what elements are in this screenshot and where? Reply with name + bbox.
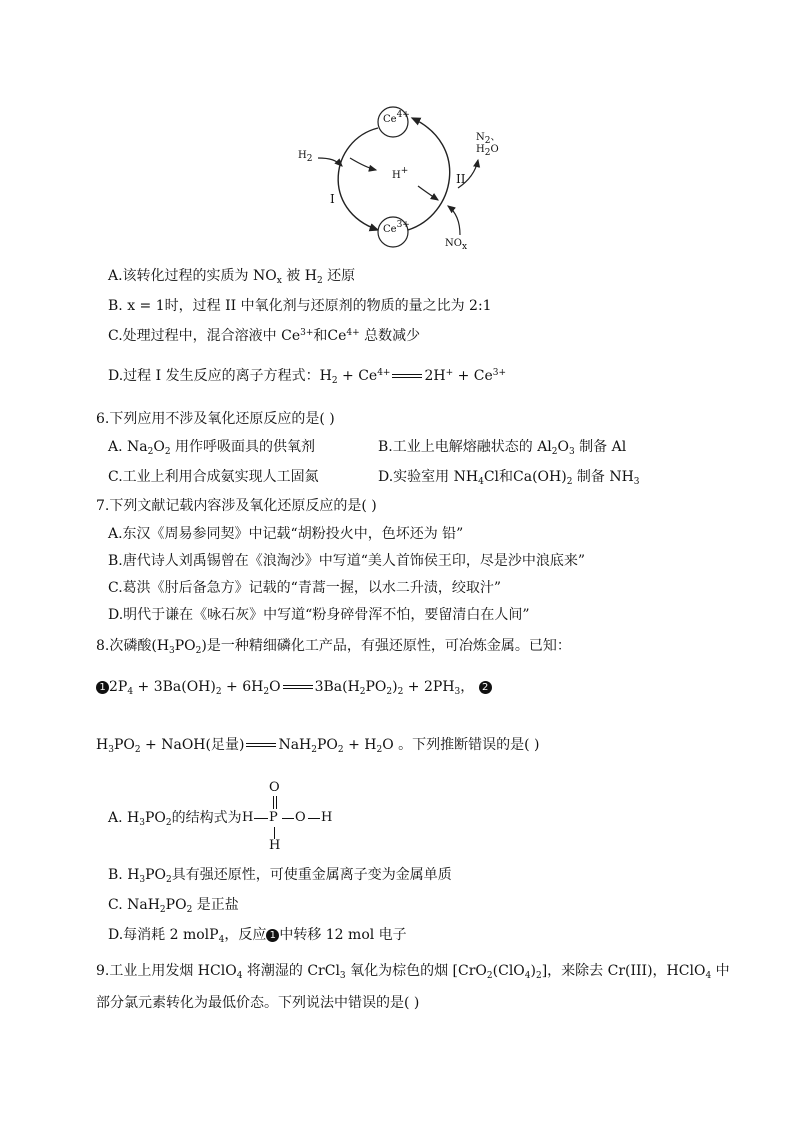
process-2-label: II bbox=[456, 172, 466, 186]
struct-hydrogen-right: H bbox=[321, 810, 333, 825]
q9-stem-line-2: 部分氯元素转化为最低价态。下列说法中错误的是( ) bbox=[96, 995, 420, 1011]
n2-h2o-label: $N_2$、 $H_2O$ bbox=[476, 132, 501, 158]
q6-stem: 6.下列应用不涉及氧化还原反应的是( ) bbox=[96, 411, 335, 427]
q8-option-a: A. $H_3PO_2$的结构式为 bbox=[108, 810, 242, 828]
q7-option-a: A.东汉《周易参同契》中记载“胡粉投火中，色坏还为 铅” bbox=[108, 526, 464, 542]
double-bond-line bbox=[273, 796, 275, 809]
q7-option-c: C.葛洪《肘后备急方》记载的“青蒿一握，以水二升渍，绞取汁” bbox=[108, 580, 501, 596]
equals-sign bbox=[283, 685, 313, 689]
double-bond-line-2 bbox=[276, 796, 278, 809]
bond-h-p bbox=[254, 818, 268, 819]
inner-arrow-2 bbox=[418, 186, 438, 200]
q6-option-d: D.实验室用 $NH_4Cl$和$Ca(OH)_2$ 制备 $NH_3$ bbox=[378, 469, 640, 487]
circled-number-1: 1 bbox=[96, 681, 109, 694]
struct-oxygen-top: O bbox=[269, 780, 280, 795]
arc-process-2 bbox=[408, 118, 450, 230]
q7-stem: 7.下列文献记载内容涉及氧化还原反应的是( ) bbox=[96, 498, 377, 514]
redox-cycle-diagram bbox=[290, 100, 520, 260]
struct-hydrogen-bottom: H bbox=[269, 838, 281, 853]
q6-option-b: B.工业上电解熔融状态的 $Al_2O_3$ 制备 Al bbox=[378, 439, 627, 457]
q5-option-a: A.该转化过程的实质为 $NO_x$ 被 $H_2$ 还原 bbox=[108, 268, 356, 286]
q8-option-c: C. $NaH_2PO_2$ 是正盐 bbox=[108, 897, 239, 915]
ce4-label: $Ce^{4+}$ bbox=[383, 110, 410, 125]
struct-oxygen-right: O bbox=[295, 810, 306, 825]
bond-o-h bbox=[308, 818, 320, 819]
q5-option-c: C.处理过程中，混合溶液中 $Ce^{3+}$和$Ce^{4+}$ 总数减少 bbox=[108, 328, 421, 344]
bond-p-o bbox=[282, 818, 294, 819]
q7-option-d: D.明代于谦在《咏石灰》中写道“粉身碎骨浑不怕，要留清白在人间” bbox=[108, 607, 530, 623]
q5-option-d: D.过程 I 发生反应的离子方程式：$H_2 + Ce^{4+}$ $2H^+ + Ce^{3+}$ bbox=[108, 368, 507, 386]
h2-label: $H_2$ bbox=[298, 150, 313, 164]
nox-arrow bbox=[448, 206, 460, 235]
q8-equation-2: $H_3PO_2$ + NaOH(足量) $NaH_2PO_2 + H_2O$ 。下列推断错误的是( ) bbox=[96, 737, 540, 755]
q8-option-d: D.每消耗 2 molP$_4$，反应 1 中转移 12 mol 电子 bbox=[108, 927, 407, 945]
struct-hydrogen-left: H bbox=[242, 810, 254, 825]
hplus-label: H+ bbox=[392, 166, 409, 181]
inner-arrow-1 bbox=[350, 158, 376, 170]
q5-option-b: B. x = 1时，过程 II 中氧化剂与还原剂的物质的量之比为 2:1 bbox=[108, 298, 492, 314]
q8-stem: 8.次磷酸$(H_3PO_2)$是一种精细磷化工产品，有强还原性，可冶炼金属。已知： bbox=[96, 638, 571, 656]
ce3-label: $Ce^{3+}$ bbox=[383, 220, 410, 235]
arc-process-1 bbox=[338, 128, 378, 230]
circled-number-1: 1 bbox=[266, 929, 279, 942]
process-1-label: I bbox=[330, 192, 335, 206]
q6-option-a: A. $Na_2O_2$ 用作呼吸面具的供氧剂 bbox=[108, 439, 316, 457]
nox-label: $NO_x$ bbox=[445, 238, 468, 252]
h3po2-structural-formula bbox=[240, 780, 340, 855]
equals-sign bbox=[392, 374, 422, 378]
equals-sign bbox=[246, 743, 276, 747]
h2-arrow bbox=[318, 158, 342, 166]
struct-phosphorus: P bbox=[269, 810, 278, 825]
q6-option-c: C.工业上利用合成氨实现人工固氮 bbox=[108, 469, 319, 485]
circled-number-2: 2 bbox=[479, 681, 492, 694]
q7-option-b: B.唐代诗人刘禹锡曾在《浪淘沙》中写道“美人首饰侯王印，尽是沙中浪底来” bbox=[108, 553, 586, 569]
q8-option-b: B. $H_3PO_2$具有强还原性，可使重金属离子变为金属单质 bbox=[108, 867, 452, 885]
q9-stem-line-1: 9.工业上用发烟 HClO$_4$ 将潮湿的 CrCl$_3$ 氧化为棕色的烟 $[CrO_2(ClO_4)_2]$，来除去 Cr(III)，HClO$_4$ 中 bbox=[96, 963, 730, 981]
q8-equation-1: 1 $2P_4 + 3Ba(OH)_2 + 6H_2O$ $3Ba(H_2PO_2)_2 + 2PH_3$， 2 bbox=[96, 678, 492, 696]
